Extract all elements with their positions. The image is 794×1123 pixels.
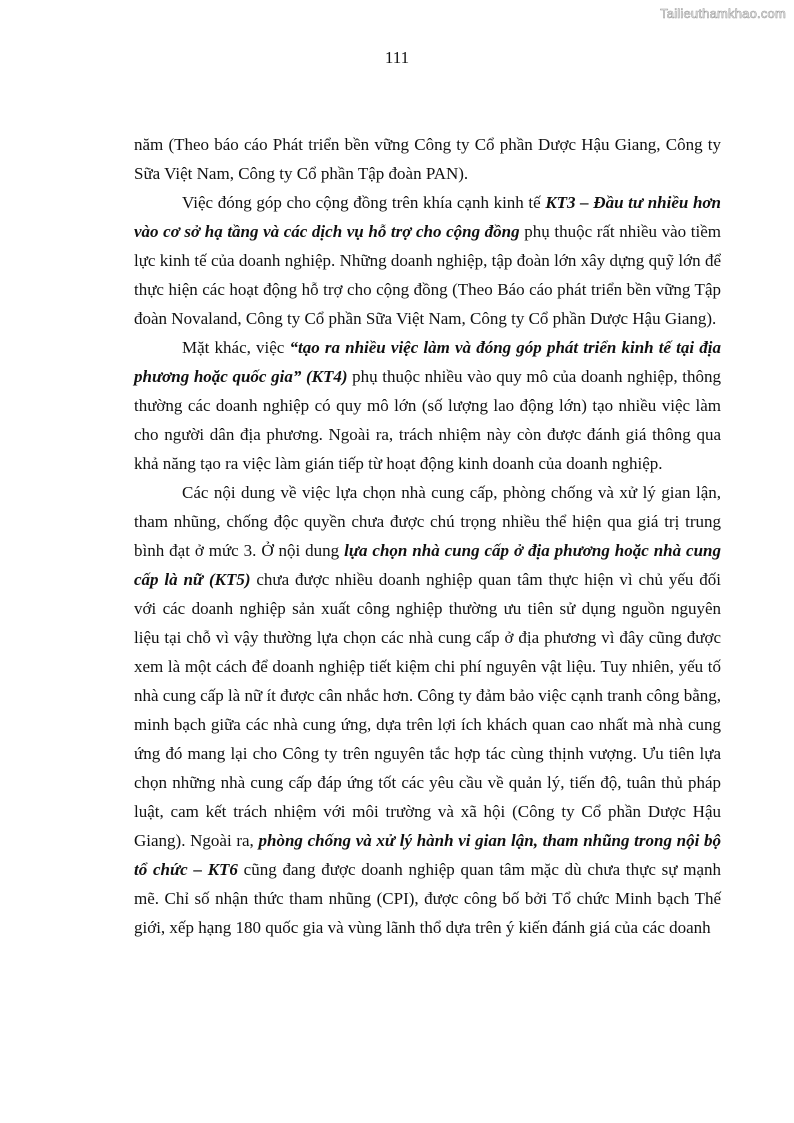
- paragraph: [134, 130, 721, 188]
- emphasized-text: phòng chống và xử lý hành vi gian lận, tham nhũng trong nội bộ tổ chức – KT6: [134, 831, 721, 879]
- paragraph-text: Mặt khác, việc: [182, 338, 290, 357]
- paragraph: [134, 333, 721, 478]
- paragraph-text: Việc đóng góp cho cộng đồng trên khía cạnh kinh tế: [182, 193, 546, 212]
- watermark-text: Tailieuthamkhao.com: [660, 6, 786, 21]
- paragraph-text: Các nội dung về việc lựa chọn nhà cung cấp, phòng chống và xử lý gian lận, tham nhũng, chống độc quyền chưa được chú trọng nhiều thể hiện qua giá trị trung bình đạt ở mức 3. Ở nội dung: [134, 483, 721, 560]
- paragraph: [134, 188, 721, 333]
- body-text: [134, 130, 721, 942]
- paragraph: [134, 478, 721, 942]
- paragraph-text: phụ thuộc rất nhiều vào tiềm lực kinh tế của doanh nghiệp. Những doanh nghiệp, tập đoàn lớn xây dựng quỹ lớn để thực hiện các hoạt động hỗ trợ cho cộng đồng (Theo Báo cáo phát triển bền vững Tập đoàn Novaland, Công ty Cổ phần Sữa Việt Nam, Công ty Cổ phần Dược Hậu Giang).: [134, 222, 721, 328]
- emphasized-text: lựa chọn nhà cung cấp ở địa phương hoặc nhà cung cấp là nữ (KT5): [134, 541, 722, 589]
- paragraph-text: cũng đang được doanh nghiệp quan tâm mặc dù chưa thực sự mạnh mẽ. Chỉ số nhận thức tham nhũng (CPI), được công bố bởi Tổ chức Minh bạch Thế giới, xếp hạng 180 quốc gia và vùng lãnh thổ dựa trên ý kiến đánh giá của các doanh: [134, 860, 721, 937]
- paragraph-text: năm (Theo báo cáo Phát triển bền vững Công ty Cổ phần Dược Hậu Giang, Công ty Sữa Việt Nam, Công ty Cổ phần Tập đoàn PAN).: [134, 135, 721, 183]
- emphasized-text: “tạo ra nhiều việc làm và đóng góp phát triển kinh tế tại địa phương hoặc quốc gia” (KT4): [134, 338, 721, 386]
- paragraph-text: chưa được nhiều doanh nghiệp quan tâm thực hiện vì chủ yếu đối với các doanh nghiệp sản xuất công nghiệp thường ưu tiên sử dụng nguồn nguyên liệu tại chỗ vì vậy thường lựa chọn các nhà cung cấp ở địa phương vì đây cũng được xem là một cách để doanh nghiệp tiết kiệm chi phí nguyên vật liệu. Tuy nhiên, yếu tố nhà cung cấp là nữ ít được cân nhắc hơn. Công ty đảm bảo việc cạnh tranh công bằng, minh bạch giữa các nhà cung ứng, dựa trên lợi ích khách quan cao nhất mà nhà cung ứng đó mang lại cho Công ty trên nguyên tắc hợp tác cùng thịnh vượng. Ưu tiên lựa chọn những nhà cung cấp đáp ứng tốt các yêu cầu về quản lý, tiến độ, tuân thủ pháp luật, cam kết trách nhiệm với môi trường và xã hội (Công ty Cổ phần Dược Hậu Giang). Ngoài ra,: [134, 570, 721, 850]
- paragraph-text: phụ thuộc nhiều vào quy mô của doanh nghiệp, thông thường các doanh nghiệp có quy mô lớn (số lượng lao động lớn) tạo nhiều việc làm cho người dân địa phương. Ngoài ra, trách nhiệm này còn được đánh giá thông qua khả năng tạo ra việc làm gián tiếp từ hoạt động kinh doanh của doanh nghiệp.: [134, 367, 721, 473]
- page-number: 111: [384, 48, 410, 67]
- emphasized-text: KT3 – Đầu tư nhiều hơn vào cơ sở hạ tầng và các dịch vụ hỗ trợ cho cộng đồng: [134, 193, 721, 241]
